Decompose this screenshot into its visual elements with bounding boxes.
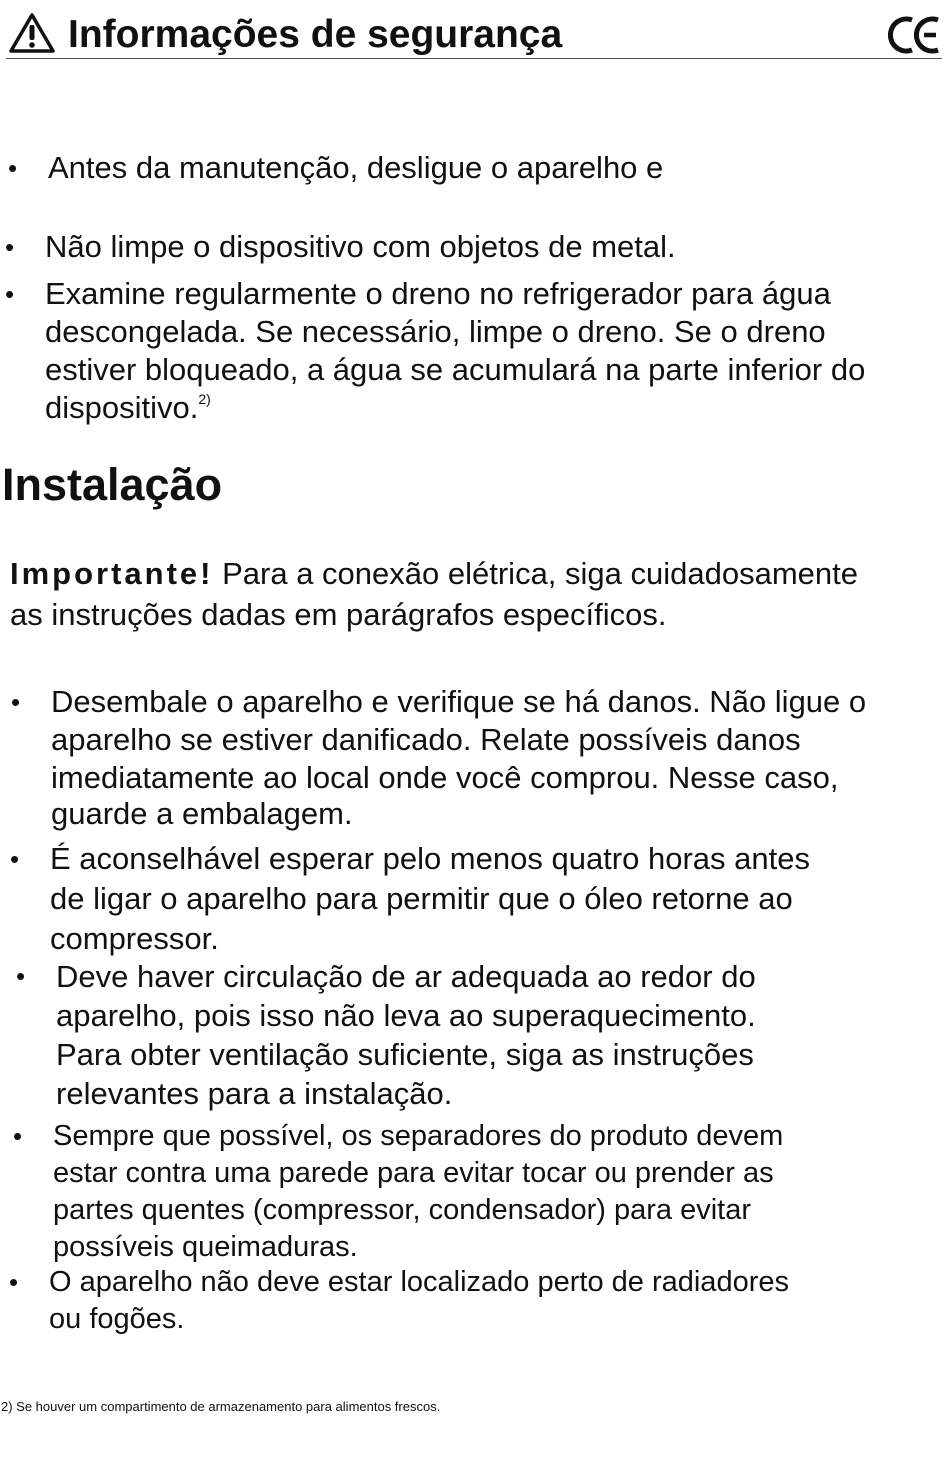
important-label: Importante! <box>10 556 214 591</box>
section-title: Instalação <box>2 459 223 510</box>
list-item <box>16 957 756 1113</box>
list-item-line: aparelho se estiver danificado. Relate possíveis danos <box>51 722 801 757</box>
bullet-dot: • <box>9 1267 19 1297</box>
list-item-line <box>45 389 865 427</box>
bullet-dot: • <box>13 1121 23 1151</box>
installation-list <box>16 957 756 1113</box>
list-item <box>10 839 810 959</box>
list-item-line: possíveis queimaduras. <box>53 1231 358 1263</box>
installation-list <box>9 1264 789 1338</box>
list-item <box>5 228 865 266</box>
bullet-dot: • <box>8 153 18 183</box>
list-item-line: O aparelho não deve estar localizado perto de radiadores <box>49 1266 789 1298</box>
list-item-line: de ligar o aparelho para permitir que o óleo retorne ao <box>50 881 793 916</box>
bullet-dot: • <box>10 844 20 874</box>
installation-list <box>13 1118 784 1266</box>
important-notice <box>10 553 858 635</box>
list-item-line: aparelho, pois isso não leva ao superaquecimento. <box>56 998 756 1033</box>
bullet-dot: • <box>5 232 15 262</box>
list-item-line: Antes da manutenção, desligue o aparelho e <box>48 150 664 185</box>
list-item-line: relevantes para a instalação. <box>56 1076 453 1111</box>
list-item-line: guarde a embalagem. <box>51 796 353 831</box>
list-item-line: Para obter ventilação suficiente, siga as instruções <box>56 1037 754 1072</box>
installation-list <box>11 683 867 831</box>
bullet-dot: • <box>5 279 15 309</box>
list-item <box>8 149 664 187</box>
ce-mark-icon <box>888 14 942 56</box>
list-item-line: ou fogões. <box>49 1303 185 1335</box>
list-item-line: Sempre que possível, os separadores do produto devem <box>53 1120 784 1152</box>
list-item-text: dispositivo. <box>45 390 199 425</box>
safety-list <box>8 149 664 187</box>
list-item-line: descongelada. Se necessário, limpe o dreno. Se o dreno <box>45 314 826 349</box>
list-item <box>9 1264 789 1338</box>
list-item-line: estar contra uma parede para evitar tocar ou prender as <box>53 1157 774 1189</box>
safety-list <box>5 228 866 427</box>
bullet-dot: • <box>11 687 21 717</box>
list-item-line: É aconselhável esperar pelo menos quatro horas antes <box>50 841 810 876</box>
list-item-line: estiver bloqueado, a água se acumulará na parte inferior do <box>45 352 866 387</box>
list-item-line: Não limpe o dispositivo com objetos de metal. <box>45 229 676 264</box>
list-item-line: compressor. <box>50 921 219 956</box>
list-item <box>5 275 866 427</box>
list-item-line: Deve haver circulação de ar adequada ao redor do <box>56 959 756 994</box>
installation-list <box>10 839 810 959</box>
important-text: as instruções dadas em parágrafos específicos. <box>10 597 667 632</box>
important-text: Para a conexão elétrica, siga cuidadosamente <box>213 556 859 591</box>
bullet-dot: • <box>16 961 26 991</box>
list-item-line: Examine regularmente o dreno no refrigerador para água <box>45 276 831 311</box>
list-item-line: Desembale o aparelho e verifique se há danos. Não ligue o <box>51 684 867 719</box>
warning-triangle-icon <box>8 12 56 54</box>
list-item <box>11 683 867 831</box>
page-title: Informações de segurança <box>68 13 563 56</box>
list-item <box>13 1118 784 1266</box>
footnote: 2) Se houver um compartimento de armazenamento para alimentos frescos. <box>1 1399 441 1414</box>
page-header <box>6 6 942 59</box>
list-item-line: imediatamente ao local onde você comprou. Nesse caso, <box>51 760 839 795</box>
list-item-line: partes quentes (compressor, condensador) para evitar <box>53 1194 751 1226</box>
footnote-reference: 2) <box>198 391 211 407</box>
